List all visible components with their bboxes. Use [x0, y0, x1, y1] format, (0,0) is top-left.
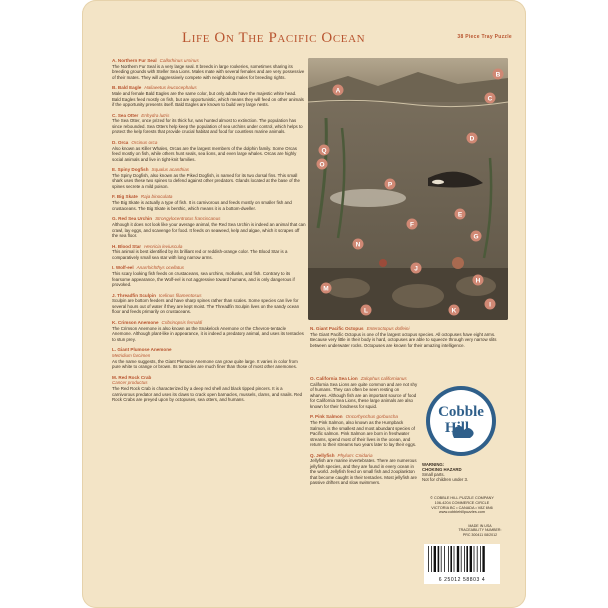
- species-name: O. California Sea Lion: [310, 376, 358, 381]
- svg-text:P: P: [387, 181, 393, 189]
- species-entry-sea-otter: [112, 113, 306, 135]
- species-entry-pink-salmon: [310, 414, 418, 447]
- species-list-left: [112, 58, 306, 408]
- svg-text:N: N: [355, 241, 361, 249]
- species-entry-blood-star: [112, 244, 306, 261]
- species-latin-name: Metridium farcimen: [112, 353, 151, 359]
- species-latin-name: Callorhinus ursinus: [159, 58, 199, 63]
- species-description: This animal is best identified by its brilliant red or reddish-orange color. The Blood Star is a comparatively small sea star with long narrow arms.: [112, 249, 288, 260]
- species-latin-name: Squalus acanthias: [151, 167, 190, 173]
- species-latin-name: Haliaeetus leucocephalus: [144, 85, 197, 91]
- species-description: The Sea Otter, once prized for its thick fur, was hunted almost to extinction. The population has since rebounded. Sea Otters help keep the population of sea urchins under control, which helps to protect the kelp forests that provide crucial habitat and food for countless marine animals.: [112, 118, 303, 135]
- species-latin-name: Icelinus filamentosus: [158, 292, 202, 298]
- species-list-right: [310, 376, 418, 491]
- species-description: Jellyfish are marine invertebrates. There are numerous jellyfish species, and they are found in every ocean in the world. Jellyfish feed on small fish and zooplankton that become caught in their tentacles. Most jellyfish are passive drifters and slow swimmers.: [310, 458, 417, 486]
- species-description: Although it does not look like your average animal, the Red Sea Urchin is indeed an animal that can crawl, lay eggs, and scavenge for food. It feeds on seaweed, kelp and algae, which it scrapes off the sea floor.: [112, 222, 306, 239]
- svg-text:D: D: [469, 135, 475, 143]
- marker-d: [467, 133, 478, 144]
- species-name: B. Bald Eagle: [112, 85, 142, 91]
- species-latin-name: Strongylocentrotus franciscanus: [155, 216, 221, 222]
- species-entry-red-sea-urchin: [112, 216, 306, 238]
- species-entry-spiny-dogfish: [112, 167, 306, 189]
- species-name: P. Pink Salmon: [310, 414, 343, 420]
- logo-text-line1: Cobble: [438, 404, 484, 420]
- species-name: A. Northern Fur Seal: [112, 58, 157, 63]
- marker-h: [473, 275, 484, 286]
- svg-text:I: I: [489, 301, 491, 309]
- made-in-line: PRC 300411 08/2012: [462, 532, 498, 537]
- marker-i: [485, 299, 496, 310]
- company-address: [420, 496, 504, 515]
- species-entry-orca: [112, 140, 306, 162]
- species-name: I. Wolf-eel: [112, 265, 134, 271]
- species-entry-crimson-anemone: [112, 320, 306, 342]
- species-name: E. Spiny Dogfish: [112, 167, 149, 173]
- marker-c: [485, 93, 496, 104]
- species-entry-jellyfish: [310, 453, 418, 486]
- svg-text:H: H: [475, 277, 481, 285]
- species-latin-name: Zalophus californianus: [360, 376, 407, 381]
- species-name: L. Giant Plumose Anemone: [112, 347, 172, 353]
- species-name: J. Threadfin Sculpin: [112, 292, 156, 298]
- species-description: The Northern Fur Seal is a very large seal. It breeds in large rookeries, sometimes sharing its breeding grounds with Steller Sea Lions. Males mate with several females and are very possessive of their mates. They will aggressively compete with neighboring males for breeding rights.: [112, 63, 305, 80]
- species-entry-bald-eagle: [112, 85, 306, 107]
- barcode: [424, 544, 500, 584]
- species-heading: [310, 376, 418, 382]
- marker-m: [321, 283, 332, 294]
- marker-l: [361, 305, 372, 316]
- species-description: This scary looking fish feeds on crustaceans, sea urchins, mollusks, and fish. Contrary to its fearsome appearance, the Wolf-eel is not aggressive toward humans, and is only dangerous if provoked.: [112, 271, 295, 288]
- marker-n: [353, 239, 364, 250]
- species-entry-giant-pacific-octopus: [310, 326, 502, 353]
- ocean-illustration: [308, 58, 508, 320]
- species-name: F. Big Skate: [112, 194, 138, 200]
- species-name: D. Orca: [112, 139, 129, 145]
- species-latin-name: Cribrinopsis fernaldi: [161, 319, 203, 325]
- marker-o: [317, 159, 328, 170]
- svg-text:Q: Q: [321, 147, 327, 155]
- marker-p: [385, 179, 396, 190]
- species-latin-name: Oncorhynchus gorbuscha: [345, 414, 398, 420]
- species-latin-name: Enteroctopus dofleini: [366, 326, 410, 331]
- species-entry-threadfin-sculpin: [112, 293, 306, 315]
- species-entry-california-sea-lion: [310, 376, 418, 409]
- svg-text:M: M: [323, 285, 329, 293]
- logo-text-line2: Hill: [444, 420, 470, 436]
- species-entry-giant-pacific-octopus: [310, 326, 502, 348]
- svg-text:B: B: [495, 71, 501, 79]
- species-entry-giant-plumose-anemone: [112, 347, 306, 369]
- cobble-hill-logo: [424, 384, 498, 458]
- species-name: N. Giant Pacific Octopus: [310, 326, 364, 331]
- svg-text:L: L: [364, 307, 368, 315]
- ocean-scene-image: [308, 58, 508, 320]
- species-name: Q. Jellyfish: [310, 452, 335, 458]
- barcode-number: 6 25012 58803 4: [438, 577, 486, 583]
- species-entry-red-rock-crab: [112, 375, 306, 403]
- species-name: M. Red Rock Crab: [112, 374, 152, 380]
- warning-subtitle: CHOKING HAZARD: [422, 467, 462, 472]
- marker-k: [449, 305, 460, 316]
- species-description: As the name suggests, the Giant Plumose Anemone can grow quite large. It varies in color from pure white to orange or brown. Its tentacles are much finer than those of most other anemones.: [112, 358, 298, 370]
- species-description: The Pink Salmon, also known as the Humpback Salmon, is the smallest and most abundant species of Pacific salmon. Pink Salmon are born in freshwater streams, spend most of their lives in the ocean, and return to their streams two years later to lay their eggs.: [310, 420, 417, 448]
- species-description: The Big Skate is actually a type of fish. It is carnivorous and feeds mostly on smaller fish and crustaceans. The Big Skate is benthic, which means it is a bottom-dweller.: [112, 200, 292, 211]
- company-line: © COBBLE HILL PUZZLE COMPANY: [430, 496, 494, 500]
- species-name: G. Red Sea Urchin: [112, 216, 153, 222]
- made-in-line: MADE IN USA: [468, 524, 492, 528]
- made-in-line: TRACEABILITY NUMBER:: [458, 528, 502, 533]
- svg-text:A: A: [335, 87, 341, 95]
- svg-text:G: G: [473, 233, 479, 241]
- svg-text:C: C: [487, 95, 493, 103]
- svg-text:J: J: [414, 265, 418, 273]
- species-name: K. Crimson Anemone: [112, 319, 159, 325]
- marker-g: [471, 231, 482, 242]
- marker-f: [407, 219, 418, 230]
- species-description: Sculpin are bottom feeders and have sharp spines rather than scales. Some species can live for several hours out of water if they are kept moist. The Threadfin Sculpin lives on the sandy ocean floor and feeds primarily on crustaceans.: [112, 298, 300, 315]
- species-latin-name: Raja binoculata: [140, 194, 173, 200]
- warning-line1: Small parts.: [422, 472, 445, 477]
- species-description: California Sea Lions are quite common and are not shy of humans. They can often be seen resting on wharves. Although fish are an important source of food for California Sea Lions, these large animals are also known for their fondness for squid.: [310, 381, 418, 409]
- choking-hazard-warning: [422, 462, 504, 490]
- svg-text:O: O: [319, 161, 325, 169]
- species-description: The Red Rock Crab is characterized by a deep red shell and black tipped pincers. It is a carnivorous predator and uses its claws to crack open barnacles, mussels, clams, and snails. Red Rock Crabs are preyed upon by octopuses, sea otters, and humans.: [112, 386, 303, 403]
- page-title: Life On The Pacific Ocean: [182, 30, 366, 46]
- species-latin-name: Orcinus orca: [131, 139, 158, 145]
- species-entry-wolf-eel: [112, 265, 306, 287]
- warning-title: WARNING:: [422, 462, 445, 467]
- marker-e: [455, 209, 466, 220]
- svg-text:K: K: [451, 307, 457, 315]
- marker-q: [319, 145, 330, 156]
- marker-j: [411, 263, 422, 274]
- species-latin-name: Phylum: Cnidaria: [337, 452, 373, 458]
- page-subtitle: 38 Piece Tray Puzzle: [457, 34, 512, 40]
- company-line: VICTORIA BC • CANADA • V8Z 6N6: [431, 505, 493, 510]
- species-name: H. Blood Star: [112, 243, 142, 249]
- species-name: C. Sea Otter: [112, 112, 139, 118]
- species-entry-northern-fur-seal: [112, 58, 306, 80]
- marker-a: [333, 85, 344, 96]
- svg-text:E: E: [457, 211, 463, 219]
- species-latin-name: Cancer productus: [112, 380, 148, 386]
- svg-text:F: F: [410, 221, 414, 229]
- species-latin-name: Anarrhichthys ocellatus: [136, 265, 185, 271]
- species-entry-big-skate: [112, 194, 306, 211]
- puzzle-tray-card: [82, 0, 526, 608]
- marker-b: [493, 69, 504, 80]
- company-line: 106-4204 COMMERCE CIRCLE: [434, 500, 490, 505]
- warning-line2: Not for children under 3.: [422, 477, 469, 482]
- species-description: Male and female Bald Eagles are the same color, but only adults have the majestic white head. Bald Eagles feed mostly on fish, but are opportunistic, which means they will feed on other animals if the opportunity presents itself. Bald Eagles are known to build very large nests.: [112, 91, 304, 108]
- species-description: The Crimson Anemone is also known as the Snakelock Anemone or the Chevron-tentacle Anemone. Although plant-like in appearance, it is indeed a predatory animal, and uses its tentacles to stun prey.: [112, 325, 304, 342]
- company-line: www.cobblehillpuzzles.com: [438, 510, 485, 515]
- species-description: The Spiny Dogfish, also known as the Piked Dogfish, is named for its two dorsal fins. This small shark uses these two spines to defend against other predators. Glands located at the base of the spines secrete a mild poison.: [112, 172, 300, 189]
- made-in-info: [456, 524, 504, 537]
- species-description: Also known as Killer Whales, Orcas are the largest members of the dolphin family. Some Orcas feed mostly on fish, while others hunt seals, sea lions, and even large whales. Orcas are highly social animals and live in tight-knit families.: [112, 145, 297, 162]
- species-latin-name: Enhydra lutris: [141, 112, 170, 118]
- species-description: The Giant Pacific Octopus is one of the largest octopus species. All octopuses have eight arms. Because very little in their body is hard, octopuses are able to squeeze through very narrow slits between underwater rocks. Octopuses are known for their amazing intelligence.: [310, 331, 497, 348]
- species-latin-name: Henricia leviuscula: [144, 243, 183, 249]
